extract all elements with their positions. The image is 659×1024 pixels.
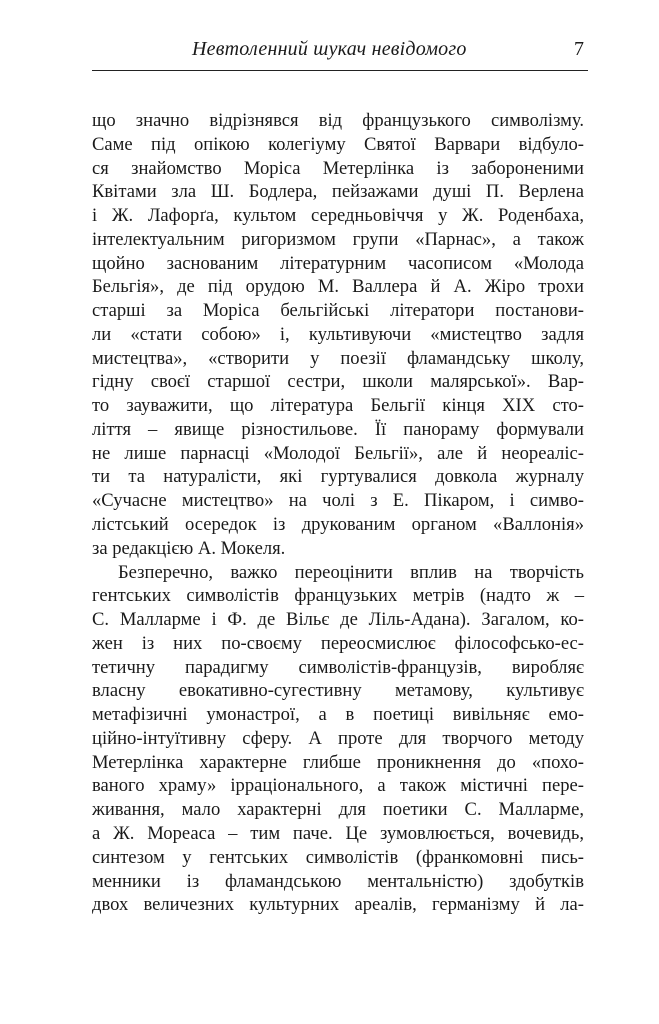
- page-header: [92, 30, 588, 74]
- text-line: щойно заснованим літературним часописом «Молода: [92, 252, 584, 274]
- text-line: не лише парнасці «Молодої Бельгії», але й неореаліс-: [92, 442, 584, 464]
- text-line: лістський осередок із друкованим органом «Валлонія»: [92, 514, 584, 536]
- header-rule: [92, 70, 588, 71]
- text-line: а Ж. Мореаса – тим паче. Це зумовлюється, вочевидь,: [92, 822, 584, 844]
- text-line: ся знайомство Моріса Метерлінка із забороненими: [92, 157, 584, 179]
- body-text: [92, 109, 584, 917]
- text-line: С. Малларме і Ф. де Вільє де Ліль-Адана). Загалом, ко-: [92, 609, 584, 631]
- text-line: і Ж. Лафорґа, культом середньовіччя у Ж. Роденбаха,: [92, 205, 584, 227]
- text-line: гідну своєї старшої сестри, школи малярської». Вар-: [92, 371, 584, 393]
- text-line: то зауважити, що література Бельгії кінця XIX сто-: [92, 395, 584, 417]
- text-line: ліття – явище різностильове. Її панораму формували: [92, 418, 584, 440]
- text-line: ли «стати собою» і, культивуючи «мистецтво задля: [92, 323, 584, 345]
- text-line: ційно-інтуїтивну сферу. А проте для творчого методу: [92, 727, 584, 749]
- text-line: мистецтва», «створити у поезії фламандську школу,: [92, 347, 584, 369]
- text-line: метафізичні умонастрої, а в поетиці вивільняє емо-: [92, 704, 584, 726]
- text-line: що значно відрізнявся від французького символізму.: [92, 110, 584, 131]
- text-line: менники із фламандською ментальністю) здобутків: [92, 870, 584, 892]
- text-line: інтелектуальним ригоризмом групи «Парнас», а також: [92, 228, 584, 250]
- text-line: «Сучасне мистецтво» на чолі з Е. Пікаром, і симво-: [92, 490, 584, 512]
- text-line: Саме під опікою колегіуму Святої Варвари відбуло-: [92, 133, 584, 155]
- text-line: тетичну парадигму символістів-французів, виробляє: [92, 656, 584, 678]
- text-line: гентських символістів французьких метрів (надто ж –: [92, 585, 584, 607]
- text-line: живання, мало характерні для поетики С. Малларме,: [92, 799, 584, 821]
- text-line: за редакцією А. Мокеля.: [92, 537, 286, 559]
- page-number: 7: [574, 38, 584, 60]
- text-line: Квітами зла Ш. Бодлера, пейзажами душі П. Верлена: [92, 181, 584, 203]
- text-line: власну евокативно-сугестивну метамову, культивує: [92, 680, 584, 702]
- text-line: синтезом у гентських символістів (франкомовні пись-: [92, 846, 584, 868]
- text-line: Бельгія», де під орудою М. Валлера й А. Жіро трохи: [92, 276, 584, 298]
- text-line: Метерлінка характерне глибше проникнення до «похо-: [92, 751, 584, 773]
- text-line: жен із них по-своєму переосмислює філософсько-ес-: [92, 632, 584, 654]
- text-line: ти та натуралісти, які гуртувалися довкола журналу: [92, 466, 584, 488]
- text-line: двох величезних культурних ареалів, германізму й ла-: [92, 894, 584, 916]
- text-line: старші за Моріса бельгійські літератори постанови-: [92, 300, 584, 322]
- running-title: Невтоленний шукач невідомого: [192, 38, 467, 60]
- text-line: ваного храму» ірраціонального, а також містичні пере-: [92, 775, 584, 797]
- paragraph-start-line: Безперечно, важко переоцінити вплив на творчість: [118, 561, 584, 583]
